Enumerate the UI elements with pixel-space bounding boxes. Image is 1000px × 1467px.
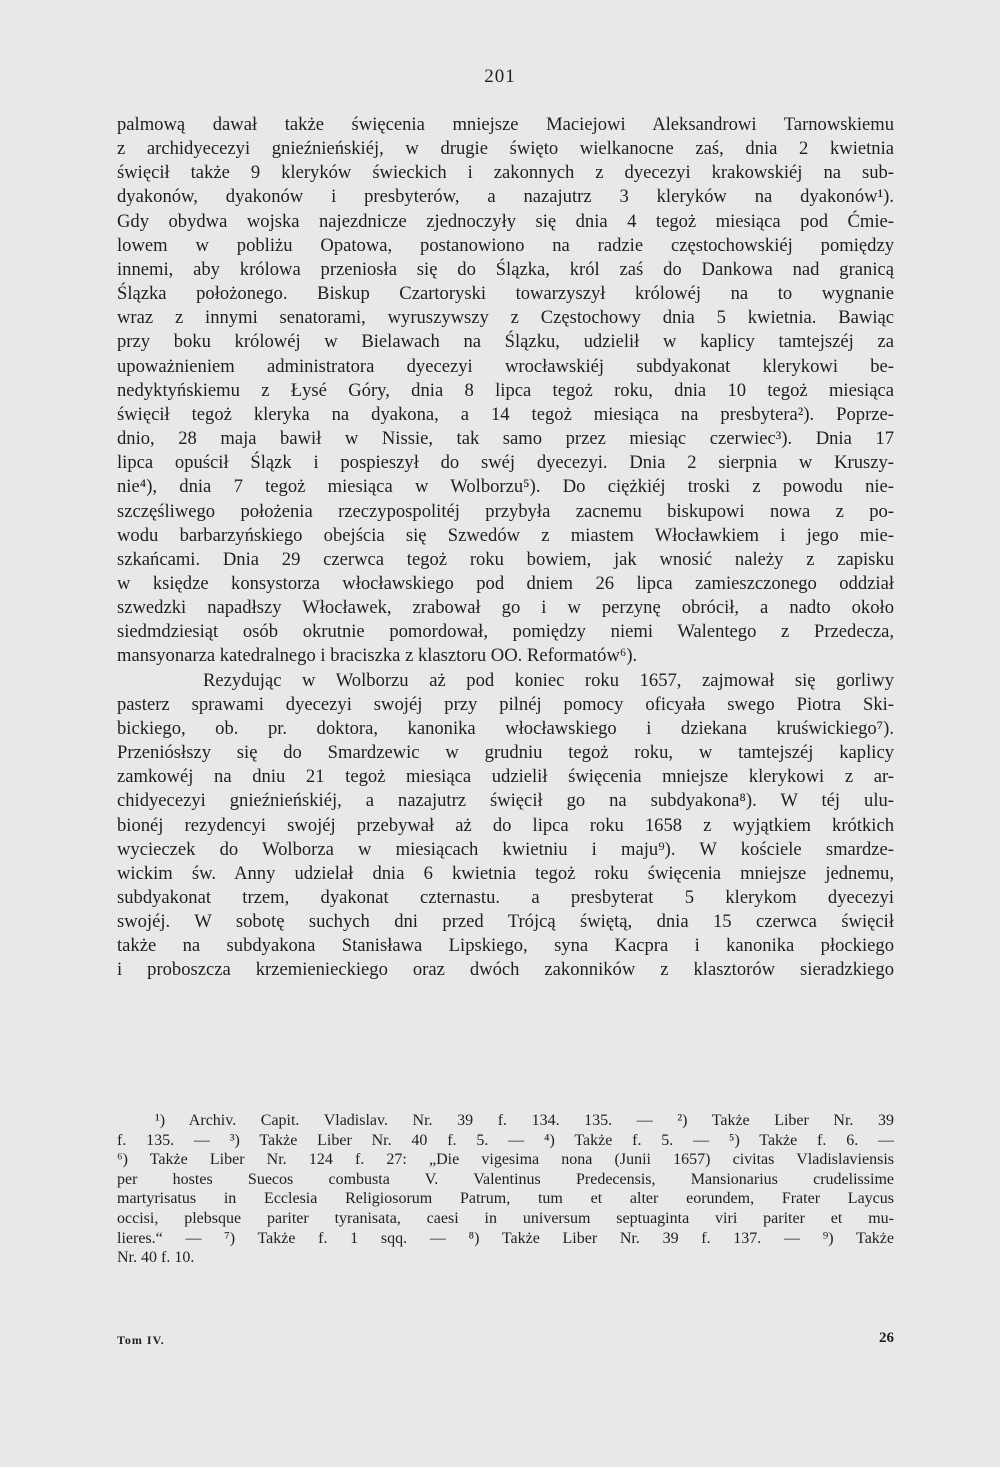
text-line: Ślązka położonego. Biskup Czartoryski towarzyszył królowéj na to wygnanie xyxy=(117,283,894,305)
volume-signature: Tom IV. xyxy=(117,1333,165,1347)
sheet-number: 26 xyxy=(879,1330,894,1346)
text-line: Przeniósłszy się do Smardzewic w grudniu tegoż roku, w tamtejszéj kaplicy xyxy=(117,742,894,764)
text-line: szczęśliwego położenia rzeczypospolitéj przybyła zacnemu biskupowi nowa z po- xyxy=(117,500,894,522)
footnote-line: per hostes Suecos combusta V. Valentinus Predecensis, Mansionarius crudelissime xyxy=(117,1170,894,1188)
text-line: święcił także 9 kleryków świeckich i zakonnych z dyecezyi krakowskiéj na sub- xyxy=(117,162,894,184)
paragraph-2 xyxy=(117,669,894,983)
footnote-line: occisi, plebsque pariter tyranisata, caesi in universum septuaginta viri pariter et mu- xyxy=(117,1209,894,1227)
text-line: bionéj rezydencyi swojéj przebywał aż do lipca roku 1658 z wyjątkiem krótkich xyxy=(117,814,894,836)
footnote-block-end xyxy=(117,1248,894,1268)
text-line: swojéj. W sobotę suchych dni przed Trójcą świętą, dnia 15 czerwca święcił xyxy=(117,911,894,933)
text-line: lipca opuścił Ślązk i pospieszył do swéj dyecezyi. Dnia 2 sierpnia w Kruszy- xyxy=(117,452,894,474)
footnote-line: Nr. 40 f. 10. xyxy=(117,1249,195,1267)
text-line: przy boku królowéj w Bielawach na Ślązku, udzielił w kaplicy tamtejszéj za xyxy=(117,331,894,353)
text-line: wycieczek do Wolborza w miesiącach kwietniu i maju⁹). W kościele smardze- xyxy=(117,838,894,860)
text-line: szkańcami. Dnia 29 czerwca tegoż roku bowiem, jak wnosić należy z zapisku xyxy=(117,548,894,570)
text-line: lowem w pobliżu Opatowa, postanowiono na radzie częstochowskiéj pomiędzy xyxy=(117,234,894,256)
paragraph-1-end xyxy=(117,644,894,668)
text-line: innemi, aby królowa przeniosła się do Ślązka, król zaś do Dankowa nad granicą xyxy=(117,258,894,280)
text-line: w księdze konsystorza włocławskiego pod dniem 26 lipca zamieszczonego oddział xyxy=(117,572,894,594)
text-line: chidyecezyi gnieźnieńskiéj, a nazajutrz święcił go na subdyakona⁸). W téj ulu- xyxy=(117,790,894,812)
page-number: 201 xyxy=(484,66,516,87)
footnote-line: ⁶) Także Liber Nr. 124 f. 27: „Die vigesima nona (Junii 1657) civitas Vladislaviensis xyxy=(117,1151,894,1169)
text-line: wraz z innymi senatorami, wyruszywszy z Częstochowy dnia 5 kwietnia. Bawiąc xyxy=(117,307,894,329)
text-line: nedyktyńskiemu z Łysé Góry, dnia 8 lipca tegoż roku, dnia 10 tegoż miesiąca xyxy=(117,379,894,401)
text-line: i proboszcza krzemienieckiego oraz dwóch zakonników z klasztorów sieradzkiego xyxy=(117,959,894,981)
footnotes xyxy=(117,1111,894,1268)
footnote-line: lieres.“ — ⁷) Także f. 1 sqq. — ⁸) Także Liber Nr. 39 f. 137. — ⁹) Także xyxy=(117,1229,894,1247)
text-line: upoważnieniem administratora dyecezyi wrocławskiéj subdyakonat klerykowi be- xyxy=(117,355,894,377)
footnote-line: f. 135. — ³) Także Liber Nr. 40 f. 5. — ⁴) Także f. 5. — ⁵) Także f. 6. — xyxy=(117,1131,894,1149)
text-line: wickim św. Anny udzielał dnia 6 kwietnia tegoż roku święcenia mniejsze jednemu, xyxy=(117,862,894,884)
footnote-block xyxy=(117,1111,894,1248)
text-line: także na subdyakona Stanisława Lipskiego, syna Kacpra i kanonika płockiego xyxy=(117,935,894,957)
text-line: Gdy obydwa wojska najezdnicze zjednoczyły się dnia 4 tegoż miesiąca pod Ćmie- xyxy=(117,210,894,232)
text-line: nie⁴), dnia 7 tegoż miesiąca w Wolborzu⁵). Do ciężkiéj troski z powodu nie- xyxy=(117,476,894,498)
paragraph-1 xyxy=(117,113,894,644)
text-line: mansyonarza katedralnego i braciszka z klasztoru OO. Reformatów⁶). xyxy=(117,645,638,667)
text-line: dyakonów, dyakonów i presbyterów, a nazajutrz 3 kleryków na dyakonów¹). xyxy=(117,186,894,208)
text-line: dnio, 28 maja bawił w Nissie, tak samo przez miesiąc czerwiec³). Dnia 17 xyxy=(117,428,894,450)
body-text xyxy=(117,113,894,983)
text-line: siedmdziesiąt osób okrutnie pomordował, pomiędzy niemi Walentego z Przedecza, xyxy=(117,621,894,643)
footnote-line: ¹) Archiv. Capit. Vladislav. Nr. 39 f. 134. 135. — ²) Także Liber Nr. 39 xyxy=(155,1112,894,1129)
footnote-line: martyrisatus in Ecclesia Religiosorum Patrum, tum et alter eorundem, Frater Laycus xyxy=(117,1190,894,1208)
text-line: szwedzki napadłszy Włocławek, zrabował go i w perzynę obrócił, a nadto około xyxy=(117,597,894,619)
text-line: palmową dawał także święcenia mniejsze Maciejowi Aleksandrowi Tarnowskiemu xyxy=(117,114,894,135)
text-line: zamkowéj na dniu 21 tegoż miesiąca udzielił święcenia mniejsze klerykowi z ar- xyxy=(117,766,894,788)
text-line: z archidyecezyi gnieźnieńskiéj, w drugie święto wielkanocne zaś, dnia 2 kwietnia xyxy=(117,138,894,160)
text-line: wodu barbarzyńskiego obejścia się Szwedów z miastem Włocławkiem i jego mie- xyxy=(117,524,894,546)
text-line: Rezydując w Wolborzu aż pod koniec roku 1657, zajmował się gorliwy xyxy=(203,669,894,691)
text-line: święcił tegoż kleryka na dyakona, a 14 tegoż miesiąca na presbytera²). Poprze- xyxy=(117,403,894,425)
text-line: pasterz sprawami dyecezyi swojéj przy pilnéj pomocy oficyała swego Piotra Ski- xyxy=(117,693,894,715)
text-line: subdyakonat trzem, dyakonat czternastu. a presbyterat 5 klerykom dyecezyi xyxy=(117,887,894,908)
text-line: bickiego, ob. pr. doktora, kanonika włocławskiego i dziekana kruświckiego⁷). xyxy=(117,717,894,739)
